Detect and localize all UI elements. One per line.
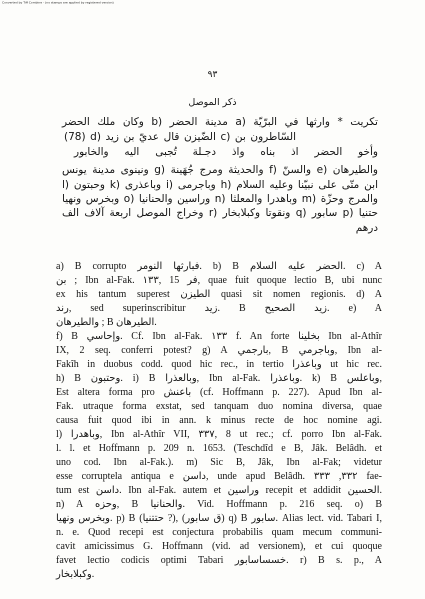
arabic-text-line: والمرج وحزّة ⁦m)⁩ وباهدرا والمعلثا ⁦n)⁩ وراسين والحنانيا ⁦o)⁩ وبخرس ونهيا xyxy=(62,193,378,205)
apparatus-line: رند, sed superinscribitur زيد. B زيد الصحيح. e) A xyxy=(56,303,382,314)
arabic-text-line: السّاطرون بن ⁦c)⁩ الضّيزن قال عديّ بن زيد ⁦d)⁩ (78) xyxy=(64,131,297,143)
apparatus-line: tum est داسن. Ibn al-Fak. autem et وراسين recepit et addidit الحسين. xyxy=(56,485,382,496)
apparatus-line: l. l. et Hoffmann p. 209 n. 1653. (Teschdîd e B, Jâk. Belâdh. et xyxy=(56,443,382,454)
apparatus-line: l) وباهدرا, Ibn al-Athîr VII, ٣٣٧, 8 ut rec.; cf. porro Ibn al-Fak. xyxy=(56,429,383,440)
apparatus-line: f) B وإحاسي. Cf. Ibn al-Fak. ١٣٣ f. An forte بخلينا Ibn al-Athîr xyxy=(56,331,382,342)
apparatus-line: بن ; Ibn al-Fak. ١٣٣, 15 فر, quae fuit quoque lectio B, ubi nunc xyxy=(56,275,382,286)
apparatus-line: favet lectio codicis optimi Tabari خسساسابور. r) B s. p., A xyxy=(56,555,382,566)
apparatus-line: causa fuit quod ibi in ann. k minus recte de hoc nomine agi. xyxy=(56,415,382,426)
page-number: ٩٣ xyxy=(207,70,218,80)
apparatus-line: وكبلابخار. xyxy=(56,569,95,580)
apparatus-line: Fak. utraque forma exstat, sed tanquam duo nomina diversa, quae xyxy=(56,401,382,412)
arabic-text-line: درهم xyxy=(355,222,378,234)
apparatus-line: والطيرهان ; B الطيرهان. xyxy=(56,317,157,328)
apparatus-line: cavit amicissimus G. Hoffmann (vid. ad versionem), et cui quoque xyxy=(56,541,382,552)
apparatus-line: n. e. Quod recepi est conjectura probabilis quam mecum communi- xyxy=(56,527,382,538)
arabic-text-line: ابن متّى على نبيّنا وعليه السلام ⁦h)⁩ وباجرمى ⁦i)⁩ وباعذرى ⁦k)⁩ وحبتون ⁦l)⁩ xyxy=(62,179,379,191)
apparatus-line: وبخرس ونهيا. p) B (حتتنيا ?), (ق سابور) q) B سابور. Alias lect. vid. Tabari I, xyxy=(56,513,382,524)
apparatus-line: n) A وحزه, B والحنانيا. Vid. Hoffmann p. 216 seq. o) B xyxy=(56,499,382,510)
arabic-verse-line: وأخو الحضر اذ بناه واذ دجـلة تُجبى اليه والخابور xyxy=(74,146,378,158)
arabic-text-line: والطيرهان ⁦e)⁩ والسنّ ⁦f)⁩ والحديثة ومرج جُهَينة ⁦g)⁩ ونينوى مدينة يونس xyxy=(62,164,378,176)
arabic-text-line: حتنيا ⁦p)⁩ سابور ⁦q)⁩ ونقوتا وكبلابخار ⁦r)⁩ وخراج الموصل اربعة آلاف الف xyxy=(62,207,378,219)
apparatus-line: IX, 2 seq. conferri potest? g) A بارجمي, B وباجرمي, Ibn al- xyxy=(56,345,382,356)
apparatus-line: uno cod. Ibn al-Fak.). m) Sic B, Jâk, Ibn al-Fak; videtur xyxy=(56,457,382,468)
apparatus-line: ex his tantum superest الطيزن quasi sit nomen regionis. d) A xyxy=(56,289,382,300)
apparatus-line: Fakîh in duobus codd. quod hic rec., in tertio وباعذرا ut hic rec. xyxy=(56,359,382,370)
section-title: ذكر الموصل xyxy=(188,97,237,108)
scan-watermark: Converted by Tiff Combine - (no stamps are applied by registered version) xyxy=(2,1,114,5)
apparatus-line: h) B وحتبون. i) B وبالعذرا, Ibn al-Fak. وباعذرا. k) B وباعلس, xyxy=(56,373,383,384)
apparatus-line: esse corruptela antiqua e داسن, unde apud Belâdh. ٣٣٢, ٣٣٣ fae- xyxy=(56,471,383,482)
arabic-text-line: تكريت * وارثها في البرّيّة ⁦a)⁩ مدينة الحضر ⁦b)⁩ وكان ملك الحضر xyxy=(62,116,378,128)
apparatus-line: Est altera forma pro باعنش (cf. Hoffmann p. 227). Apud Ibn al- xyxy=(56,387,382,398)
apparatus-line: a) B corrupto فبارثها النومر. b) B الحضر عليه السلام. c) A xyxy=(56,261,383,272)
